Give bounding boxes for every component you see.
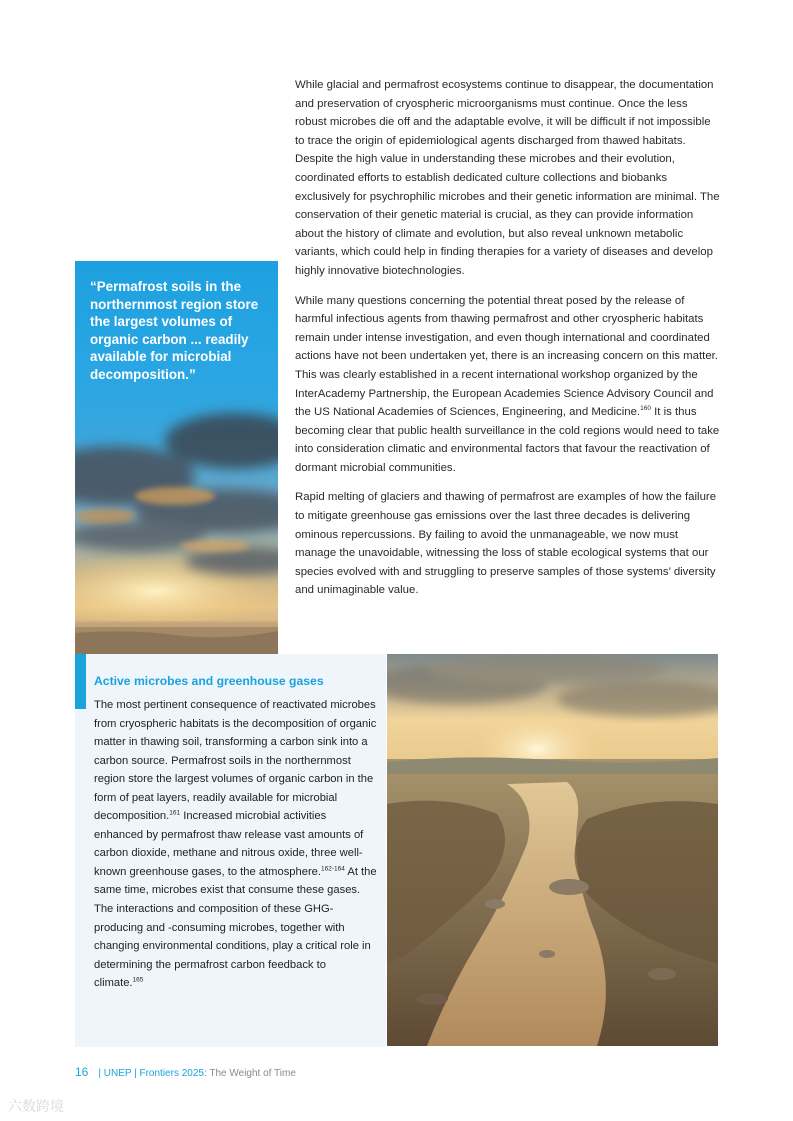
reference-161: 161	[169, 809, 181, 817]
watermark-logo: 六数跨境	[8, 1099, 64, 1115]
sidebar-text-2: Increased microbial activities enhanced by permafrost thaw release vast amounts of carbon dioxide, methane and nitrous oxide, three well-known greenhouse gases, to the atmosphere.	[94, 810, 364, 878]
reference-160: 160	[640, 405, 651, 413]
paragraph-2	[295, 292, 720, 478]
sidebar-text-3: At the same time, microbes exist that consume these gases. The interactions and composition of these GHG-producing and -consuming microbes, together with changing environmental conditions, play a critical role in determining the permafrost carbon feedback to climate.	[94, 865, 377, 990]
footer-subtitle: The Weight of Time	[209, 1068, 296, 1079]
reference-165: 165	[132, 976, 144, 984]
pull-quote: “Permafrost soils in the northernmost region store the largest volumes of organic carbon ... readily available for microbial decomposition.”	[90, 279, 259, 382]
sidebar-title: Active microbes and greenhouse gases	[94, 674, 324, 688]
pull-quote-panel	[75, 261, 278, 654]
paragraph-1: While glacial and permafrost ecosystems continue to disappear, the documentation and preservation of cryospheric microorganisms must continue. Once the less robust microbes die off and the adaptable evolve, it will be difficult if not impossible to trace the origin of epidemiological agents discharged from thawed habitats. Despite the high value in understanding these microbes and their evolution, coordinated efforts to establish dedicated culture collections and biobanks exclusively for psychrophilic microbes and their genetic information are minimal. The conservation of their genetic material is crucial, as they can provide information about the history of climate and evolution, but also reveal unknown metabolic variants, which could help in finding therapies for a variety of diseases and develop highly innovative biotechnologies.	[295, 79, 720, 277]
landscape-illustration	[387, 654, 718, 1046]
paragraph-2-text-cont: It is thus becoming clear that public health surveillance in the cold regions would need to take into consideration climatic and environmental factors that favour the reactivation of dormant microbial communities.	[295, 406, 720, 474]
reference-162-164: 162-164	[321, 865, 345, 873]
sidebar-accent-bar	[75, 654, 86, 709]
page-number: 16	[75, 1065, 89, 1079]
paragraph-3: Rapid melting of glaciers and thawing of permafrost are examples of how the failure to mitigate greenhouse gas emissions over the last three decades is delivering ominous repercussions. By failing to avoid the unmanageable, we now must manage the unavoidable, witnessing the loss of stable ecological systems that our species evolved with and struggling to preserve samples of those systems’ diversity and unimaginable value.	[295, 491, 717, 597]
page-footer	[75, 1065, 296, 1079]
sidebar-text	[94, 696, 378, 993]
footer-publication: | UNEP | Frontiers 2025:	[98, 1068, 207, 1079]
main-text-column	[295, 76, 720, 611]
sidebar-paragraph	[94, 696, 378, 993]
thawing-permafrost-image	[387, 654, 718, 1046]
paragraph-2-text: While many questions concerning the potential threat posed by the release of harmful infectious agents from thawing permafrost and other cryospheric habitats remain under intense investigation, and even though international and coordinated actions have not been undertaken yet, there is an increasing concern on this matter. This was clearly established in a recent international workshop organized by the InterAcademy Partnership, the European Academies Science Advisory Council and the US National Academies of Sciences, Engineering, and Medicine.	[295, 294, 718, 419]
sidebar-text-1: The most pertinent consequence of reactivated microbes from cryospheric habitats is the decomposition of organic matter in thawing soil, transforming a carbon sink into a carbon source. Permafrost soils in the northernmost region store the largest volumes of organic carbon in the form of peat layers, readily available for microbial decomposition.	[94, 699, 377, 823]
